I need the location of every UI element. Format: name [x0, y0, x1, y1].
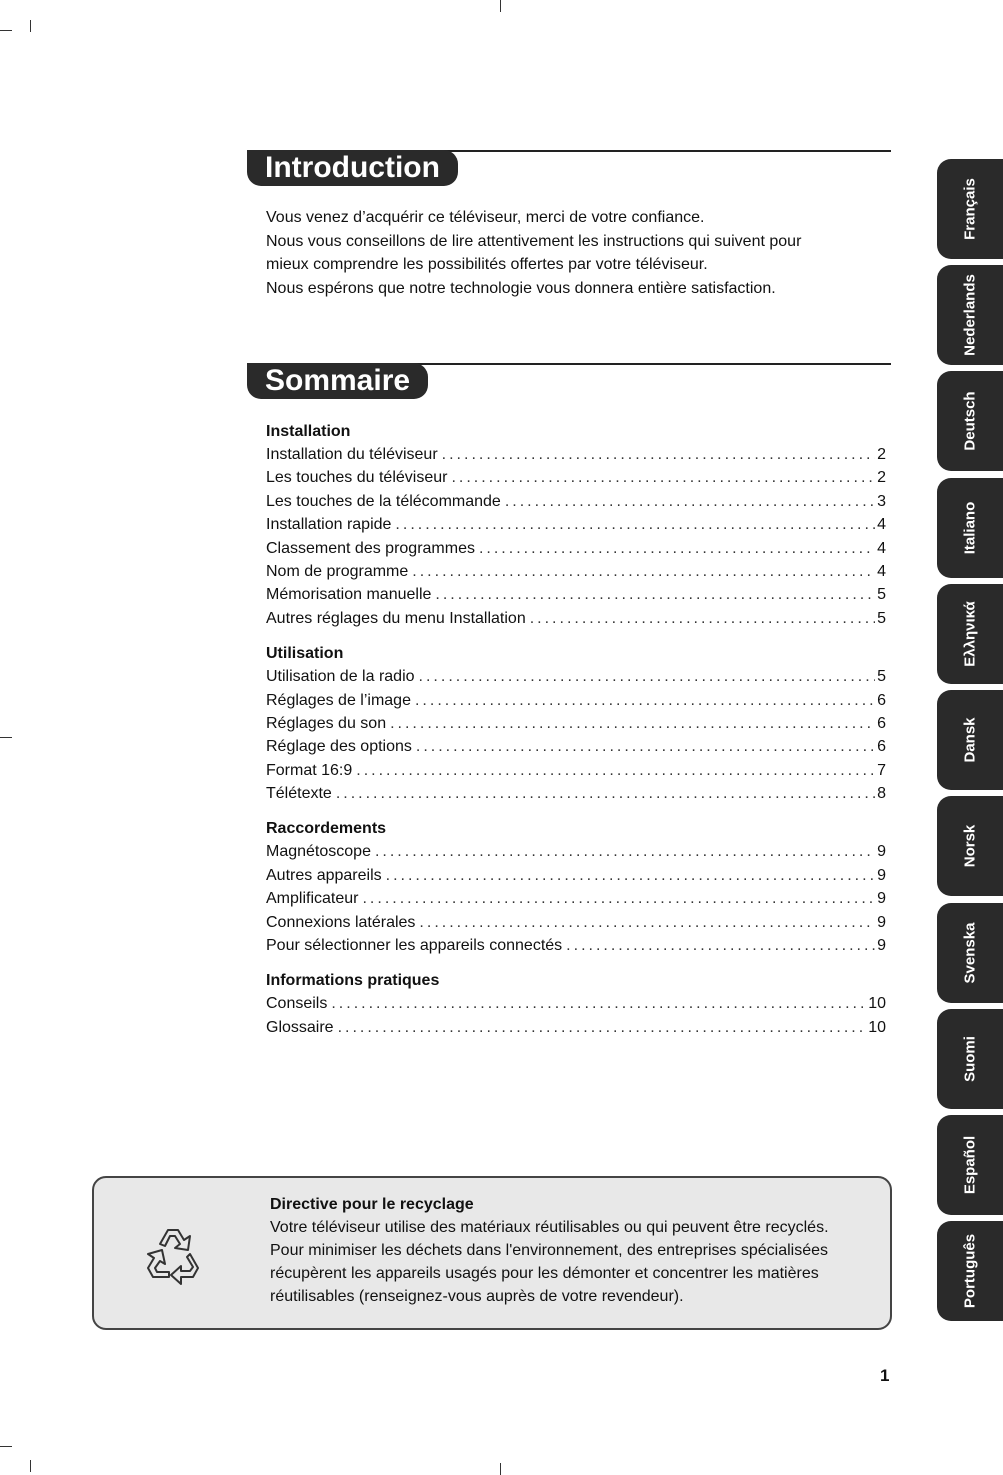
dot-leader — [435, 583, 875, 606]
intro-paragraph — [266, 206, 876, 300]
language-tab-greek[interactable] — [937, 584, 1003, 684]
dot-leader — [530, 607, 875, 630]
recycle-icon — [138, 1220, 208, 1290]
dot-leader — [415, 689, 875, 712]
recycling-notice — [92, 1176, 892, 1330]
toc-entry-page: 8 — [877, 785, 886, 803]
toc-entry-page: 10 — [868, 1018, 886, 1036]
toc-entry-label: Autres réglages du menu Installation — [266, 609, 526, 627]
toc-entry[interactable] — [266, 689, 886, 712]
toc-entry-label: Conseils — [266, 995, 328, 1013]
dot-leader — [390, 712, 875, 735]
toc-entry-label: Autres appareils — [266, 866, 382, 884]
language-tab-espanol[interactable] — [937, 1115, 1003, 1215]
toc-entry-label: Nom de programme — [266, 562, 409, 580]
dot-leader — [331, 992, 866, 1015]
language-tab-label: Español — [961, 1135, 979, 1195]
toc-entry[interactable] — [266, 443, 886, 466]
dot-leader — [375, 840, 875, 863]
language-tab-label: Dansk — [961, 717, 979, 763]
toc-entry[interactable] — [266, 735, 886, 758]
toc-entry-page: 7 — [877, 761, 886, 779]
dot-leader — [362, 887, 875, 910]
toc-entry-page: 2 — [877, 446, 886, 463]
dot-leader — [356, 759, 875, 782]
language-tab-francais[interactable] — [937, 159, 1003, 259]
toc-heading: Sommaire — [247, 363, 428, 399]
toc-entry-label: Magnétoscope — [266, 843, 371, 861]
recycling-line: Votre téléviseur utilise des matériaux réutilisables ou qui peuvent être recyclés. — [270, 1219, 829, 1236]
intro-heading-bar — [247, 148, 891, 188]
toc-entry-label: Installation du téléviseur — [266, 446, 438, 463]
toc-group-title: Installation — [266, 423, 351, 440]
toc-group-utilisation — [266, 642, 886, 805]
toc-entry-label: Réglages de l’image — [266, 691, 411, 709]
toc-group-installation — [266, 420, 886, 630]
toc-entry[interactable] — [266, 992, 886, 1015]
toc-entry-label: Utilisation de la radio — [266, 668, 415, 686]
toc-entry[interactable] — [266, 782, 886, 805]
language-tab-label: Norsk — [961, 824, 979, 868]
toc-entry[interactable] — [266, 537, 886, 560]
toc-entry-page: 9 — [877, 937, 886, 955]
toc-entry-label: Format 16:9 — [266, 761, 353, 779]
toc-entry-label: Réglages du son — [266, 714, 387, 732]
toc-entry-label: Télétexte — [266, 785, 332, 803]
dot-leader — [338, 1016, 867, 1039]
language-tab-label: Português — [961, 1233, 979, 1309]
toc-entry-page: 3 — [877, 492, 886, 510]
toc-entry[interactable] — [266, 513, 886, 536]
crop-mark — [500, 1463, 501, 1475]
dot-leader — [336, 782, 875, 805]
crop-mark — [30, 1460, 31, 1472]
language-tab-label: Ελληνικά — [961, 601, 979, 667]
intro-line: mieux comprendre les possibilités offertes par votre téléviseur. — [266, 256, 708, 273]
toc-group-title: Utilisation — [266, 645, 344, 663]
dot-leader — [416, 735, 875, 758]
toc-entry-page: 6 — [877, 691, 886, 709]
toc-entry-page: 5 — [877, 609, 886, 627]
toc-entry[interactable] — [266, 864, 886, 887]
dot-leader — [395, 513, 875, 536]
intro-line: Vous venez d’acquérir ce téléviseur, merci de votre confiance. — [266, 209, 705, 226]
toc-entry-label: Connexions latérales — [266, 913, 416, 931]
toc-entry[interactable] — [266, 911, 886, 934]
language-tab-nederlands[interactable] — [937, 265, 1003, 365]
toc-entry-page: 4 — [877, 516, 886, 534]
toc-entry-label: Les touches du téléviseur — [266, 469, 448, 487]
toc-entry-label: Mémorisation manuelle — [266, 586, 432, 604]
toc-entry-page: 5 — [877, 668, 886, 686]
dot-leader — [505, 490, 875, 513]
language-tab-dansk[interactable] — [937, 690, 1003, 790]
intro-heading: Introduction — [247, 150, 458, 186]
toc-entry[interactable] — [266, 1016, 886, 1039]
toc-entry[interactable] — [266, 665, 886, 688]
dot-leader — [566, 934, 875, 957]
toc-entry-page: 10 — [868, 995, 886, 1013]
toc-entry[interactable] — [266, 934, 886, 957]
toc-group-raccordements — [266, 817, 886, 957]
language-tab-norsk[interactable] — [937, 796, 1003, 896]
toc-entry-page: 9 — [877, 843, 886, 861]
dot-leader — [419, 665, 876, 688]
language-tab-label: Italiano — [961, 501, 979, 555]
toc-entry-label: Classement des programmes — [266, 539, 475, 557]
toc-entry-label: Pour sélectionner les appareils connectés — [266, 937, 563, 955]
crop-mark — [0, 737, 12, 738]
toc-entry-label: Réglage des options — [266, 738, 412, 756]
dot-leader — [479, 537, 875, 560]
toc-group-informations — [266, 969, 886, 1039]
dot-leader — [412, 560, 875, 583]
language-tab-deutsch[interactable] — [937, 371, 1003, 471]
toc-entry-label: Les touches de la télécommande — [266, 492, 501, 510]
toc-entry[interactable] — [266, 560, 886, 583]
toc-entry-label: Amplificateur — [266, 890, 359, 908]
crop-mark — [500, 0, 501, 12]
dot-leader — [419, 911, 875, 934]
toc-entry[interactable] — [266, 607, 886, 630]
toc-entry[interactable] — [266, 466, 886, 489]
toc-entry[interactable] — [266, 759, 886, 782]
toc-entry-label: Glossaire — [266, 1018, 334, 1036]
toc-entry-page: 4 — [877, 539, 886, 557]
toc-entry[interactable] — [266, 840, 886, 863]
toc-group-title: Raccordements — [266, 820, 387, 838]
toc-entry-page: 2 — [877, 469, 886, 487]
language-tab-label: Suomi — [961, 1036, 979, 1082]
toc-heading-bar — [247, 362, 891, 402]
recycling-title: Directive pour le recyclage — [270, 1196, 474, 1213]
language-tab-suomi[interactable] — [937, 1009, 1003, 1109]
toc-entry[interactable] — [266, 583, 886, 606]
toc-group-title: Informations pratiques — [266, 972, 440, 990]
language-tab-label: Svenska — [961, 922, 979, 984]
language-tab-portugues[interactable] — [937, 1221, 1003, 1321]
toc-entry-page: 4 — [877, 562, 886, 580]
table-of-contents — [266, 420, 886, 1051]
language-tab-svenska[interactable] — [937, 903, 1003, 1003]
language-tab-italiano[interactable] — [937, 478, 1003, 578]
dot-leader — [442, 443, 875, 466]
language-tab-label: Nederlands — [961, 274, 979, 356]
toc-entry-page: 6 — [877, 738, 886, 756]
toc-entry-label: Installation rapide — [266, 516, 392, 534]
intro-line: Nous vous conseillons de lire attentivement les instructions qui suivent pour — [266, 232, 802, 250]
recycling-line: réutilisables (renseignez-vous auprès de votre revendeur). — [270, 1288, 684, 1305]
recycling-text — [270, 1193, 880, 1308]
page-number: 1 — [880, 1366, 890, 1385]
crop-mark — [0, 1446, 12, 1447]
toc-entry[interactable] — [266, 712, 886, 735]
language-tab-label: Français — [961, 178, 979, 240]
toc-entry[interactable] — [266, 490, 886, 513]
toc-entry-page: 9 — [877, 866, 886, 884]
recycling-line: Pour minimiser les déchets dans l'environnement, des entreprises spécialisées — [270, 1242, 828, 1259]
crop-mark — [0, 30, 12, 31]
toc-entry-page: 5 — [877, 586, 886, 604]
toc-entry[interactable] — [266, 887, 886, 910]
toc-entry-page: 6 — [877, 714, 886, 732]
toc-entry-page: 9 — [877, 913, 886, 931]
recycling-line: récupèrent les appareils usagés pour les démonter et concentrer les matières — [270, 1265, 819, 1282]
toc-entry-page: 9 — [877, 890, 886, 908]
intro-line: Nous espérons que notre technologie vous donnera entière satisfaction. — [266, 279, 776, 297]
language-tab-label: Deutsch — [961, 391, 979, 451]
dot-leader — [451, 466, 875, 489]
crop-mark — [30, 20, 31, 32]
dot-leader — [386, 864, 875, 887]
